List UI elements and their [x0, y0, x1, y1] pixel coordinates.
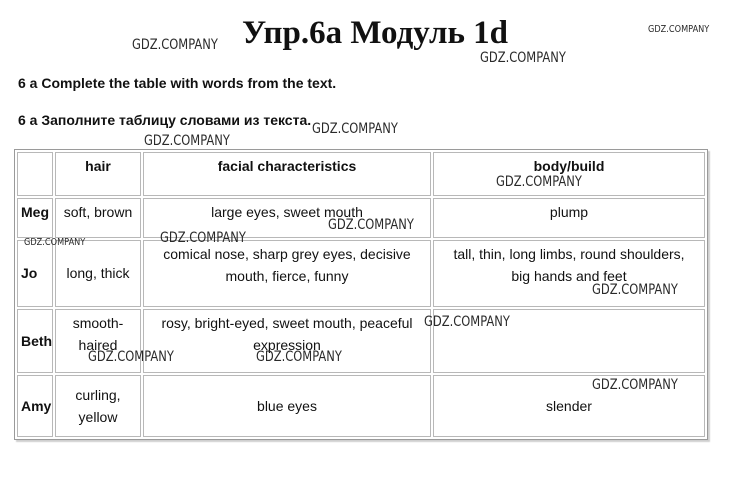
hair-line: smooth- [72, 314, 124, 331]
watermark: GDZ.COMPANY [160, 230, 246, 246]
hair-cell [55, 375, 141, 437]
facial-cell: large eyes, sweet mouth [143, 198, 431, 238]
name-cell: Meg [17, 198, 53, 238]
watermark: GDZ.COMPANY [256, 349, 342, 365]
facial-cell: blue eyes [143, 375, 431, 437]
watermark: GDZ.COMPANY [592, 282, 678, 298]
instruction-english: 6 a Complete the table with words from the text. [18, 75, 337, 91]
body-cell: plump [433, 198, 705, 238]
body-line: big hands and feet [511, 268, 627, 285]
hair-line: curling, [75, 386, 121, 403]
watermark: GDZ.COMPANY [648, 24, 710, 35]
page-title: Упр.6а Модуль 1d [241, 15, 509, 51]
watermark: GDZ.COMPANY [88, 349, 174, 365]
body-line: tall, thin, long limbs, round shoulders, [453, 246, 685, 263]
header-body: body/build [433, 152, 705, 196]
watermark: GDZ.COMPANY [312, 121, 398, 137]
facial-cell [143, 240, 431, 306]
hair-cell: soft, brown [55, 198, 141, 238]
name-cell: Jo [17, 240, 53, 306]
header-facial: facial characteristics [143, 152, 431, 196]
hair-cell: long, thick [55, 240, 141, 306]
table-header-row [17, 152, 705, 196]
name-cell: Amy [17, 375, 53, 437]
watermark: GDZ.COMPANY [24, 237, 86, 248]
header-empty [17, 152, 53, 196]
watermark: GDZ.COMPANY [144, 133, 230, 149]
watermark: GDZ.COMPANY [480, 50, 566, 66]
facial-line: comical nose, sharp grey eyes, decisive [163, 246, 411, 263]
hair-line: haired [78, 336, 118, 353]
name-cell: Beth [17, 309, 53, 373]
body-cell: slender [433, 375, 705, 437]
facial-line: rosy, bright-eyed, sweet mouth, peaceful [161, 314, 413, 331]
facial-line: expression [253, 336, 321, 353]
watermark: GDZ.COMPANY [132, 37, 218, 53]
watermark: GDZ.COMPANY [496, 174, 582, 190]
watermark: GDZ.COMPANY [328, 217, 414, 233]
watermark: GDZ.COMPANY [592, 377, 678, 393]
watermark: GDZ.COMPANY [424, 314, 510, 330]
facial-line: mouth, fierce, funny [225, 268, 349, 285]
hair-line: yellow [78, 408, 118, 425]
header-hair: hair [55, 152, 141, 196]
instruction-russian: 6 a Заполните таблицу словами из текста. [18, 112, 312, 128]
